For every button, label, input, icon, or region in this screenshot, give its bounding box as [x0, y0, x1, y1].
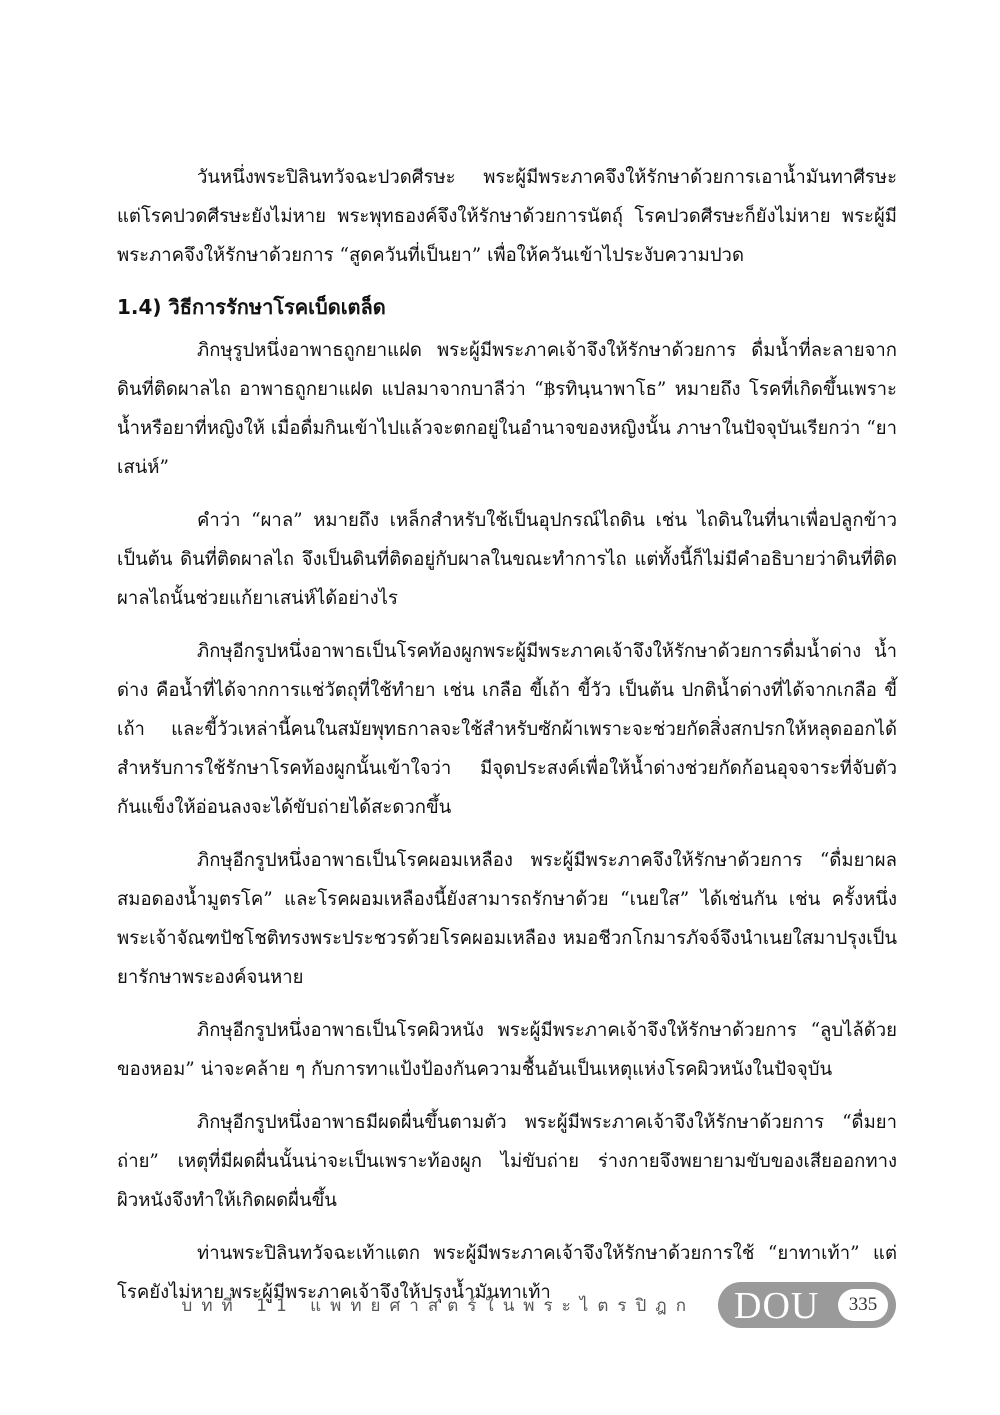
- paragraph-plough-soil: คำว่า “ผาล” หมายถึง เหล็กสำหรับใช้เป็นอุปกรณ์ไถดิน เช่น ไถดินในที่นาเพื่อปลูกข้าว เป็นต้น ดินที่ติดผาลไถ จึงเป็นดินที่ติดอยู่กับผาลในขณะทำการไถ แต่ทั้งนี้ก็ไม่มีคำอธิบายว่าดินที่ติดผาลไถนั้นช่วยแก้ยาเสน่ห์ได้อย่างไร: [117, 510, 897, 609]
- paragraph-constipation: ภิกษุอีกรูปหนึ่งอาพาธเป็นโรคท้องผูกพระผู้มีพระภาคเจ้าจึงให้รักษาด้วยการดื่มน้ำด่าง น้ำด่าง คือน้ำที่ได้จากการแช่วัตถุที่ใช้ทำยา เช่น เกลือ ขี้เถ้า ขี้วัว เป็นต้น ปกติน้ำด่างที่ได้จากเกลือ ขี้เถ้า และขี้วัวเหล่านี้คนในสมัยพุทธกาลจะใช้สำหรับซักผ้าเพราะจะช่วยกัดสิ่งสกปรกให้หลุดออกได้ สำหรับการใช้รักษาโรคท้องผูกนั้นเข้าใจว่า มีจุดประสงค์เพื่อให้น้ำด่างช่วยกัดก้อนอุจจาระที่จับตัวกันแข็งให้อ่อนลงจะได้ขับถ่ายได้สะดวกขึ้น: [117, 641, 897, 818]
- section-heading: 1.4) วิธีการรักษาโรคเบ็ดเตล็ด: [117, 295, 386, 319]
- paragraph-jaundice: ภิกษุอีกรูปหนึ่งอาพาธเป็นโรคผอมเหลือง พระผู้มีพระภาคจึงให้รักษาด้วยการ “ดื่มยาผลสมอดองน้ำมูตรโค” และโรคผอมเหลืองนี้ยังสามารถรักษาด้วย “เนยใส” ได้เช่นกัน เช่น ครั้งหนึ่งพระเจ้าจัณฑปัชโชติทรงพระประชวรด้วยโรคผอมเหลือง หมอชีวกโกมารภัจจ์จึงนำเนยใสมาปรุงเป็นยารักษาพระองค์จนหาย: [117, 850, 897, 988]
- page-badge: [718, 1282, 896, 1328]
- page-number: 335: [838, 1289, 888, 1321]
- paragraph-headache: วันหนึ่งพระปิลินทวัจฉะปวดศีรษะ พระผู้มีพระภาคจึงให้รักษาด้วยการเอาน้ำมันทาศีรษะ แต่โรคปวดศีรษะยังไม่หาย พระพุทธองค์จึงให้รักษาด้วยการนัตถุ์ โรคปวดศีรษะก็ยังไม่หาย พระผู้มีพระภาคจึงให้รักษาด้วยการ “สูดควันที่เป็นยา” เพื่อให้ควันเข้าไประงับความปวด: [117, 167, 897, 266]
- paragraph-love-potion: ภิกษุรูปหนึ่งอาพาธถูกยาแฝด พระผู้มีพระภาคเจ้าจึงให้รักษาด้วยการ ดื่มน้ำที่ละลายจากดินที่ติดผาลไถ อาพาธถูกยาแฝด แปลมาจากบาลีว่า “฿รทินฺนาพาโธ” หมายถึง โรคที่เกิดขึ้นเพราะน้ำหรือยาที่หญิงให้ เมื่อดื่มกินเข้าไปแล้วจะตกอยู่ในอำนาจของหญิงนั้น ภาษาในปัจจุบันเรียกว่า “ยาเสน่ห์”: [117, 340, 897, 478]
- page-body: [117, 158, 897, 1326]
- paragraph-rash: ภิกษุอีกรูปหนึ่งอาพาธมีผดผื่นขึ้นตามตัว พระผู้มีพระภาคเจ้าจึงให้รักษาด้วยการ “ดื่มยาถ่าย” เหตุที่มีผดผื่นนั้นน่าจะเป็นเพราะท้องผูก ไม่ขับถ่าย ร่างกายจึงพยายามขับของเสียออกทางผิวหนังจึงทำให้เกิดผดผื่นขึ้น: [117, 1112, 897, 1211]
- paragraph-skin-disease: ภิกษุอีกรูปหนึ่งอาพาธเป็นโรคผิวหนัง พระผู้มีพระภาคเจ้าจึงให้รักษาด้วยการ “ลูบไล้ด้วยของหอม” น่าจะคล้าย ๆ กับการทาแป้งป้องกันความชื้นอันเป็นเหตุแห่งโรคผิวหนังในปัจจุบัน: [117, 1020, 897, 1080]
- paragraph-cracked-feet: ท่านพระปิลินทวัจฉะเท้าแตก พระผู้มีพระภาคเจ้าจึงให้รักษาด้วยการใช้ “ยาทาเท้า” แต่โรคยังไม่หาย พระผู้มีพระภาคเจ้าจึงให้ปรุงน้ำมันทาเท้า: [117, 1243, 897, 1303]
- dou-logo: DOU: [734, 1285, 820, 1327]
- page-footer: [0, 1282, 1000, 1330]
- chapter-title: บทที่ 11 แพทยศาสตร์ในพระไตรปิฎก: [181, 1296, 695, 1316]
